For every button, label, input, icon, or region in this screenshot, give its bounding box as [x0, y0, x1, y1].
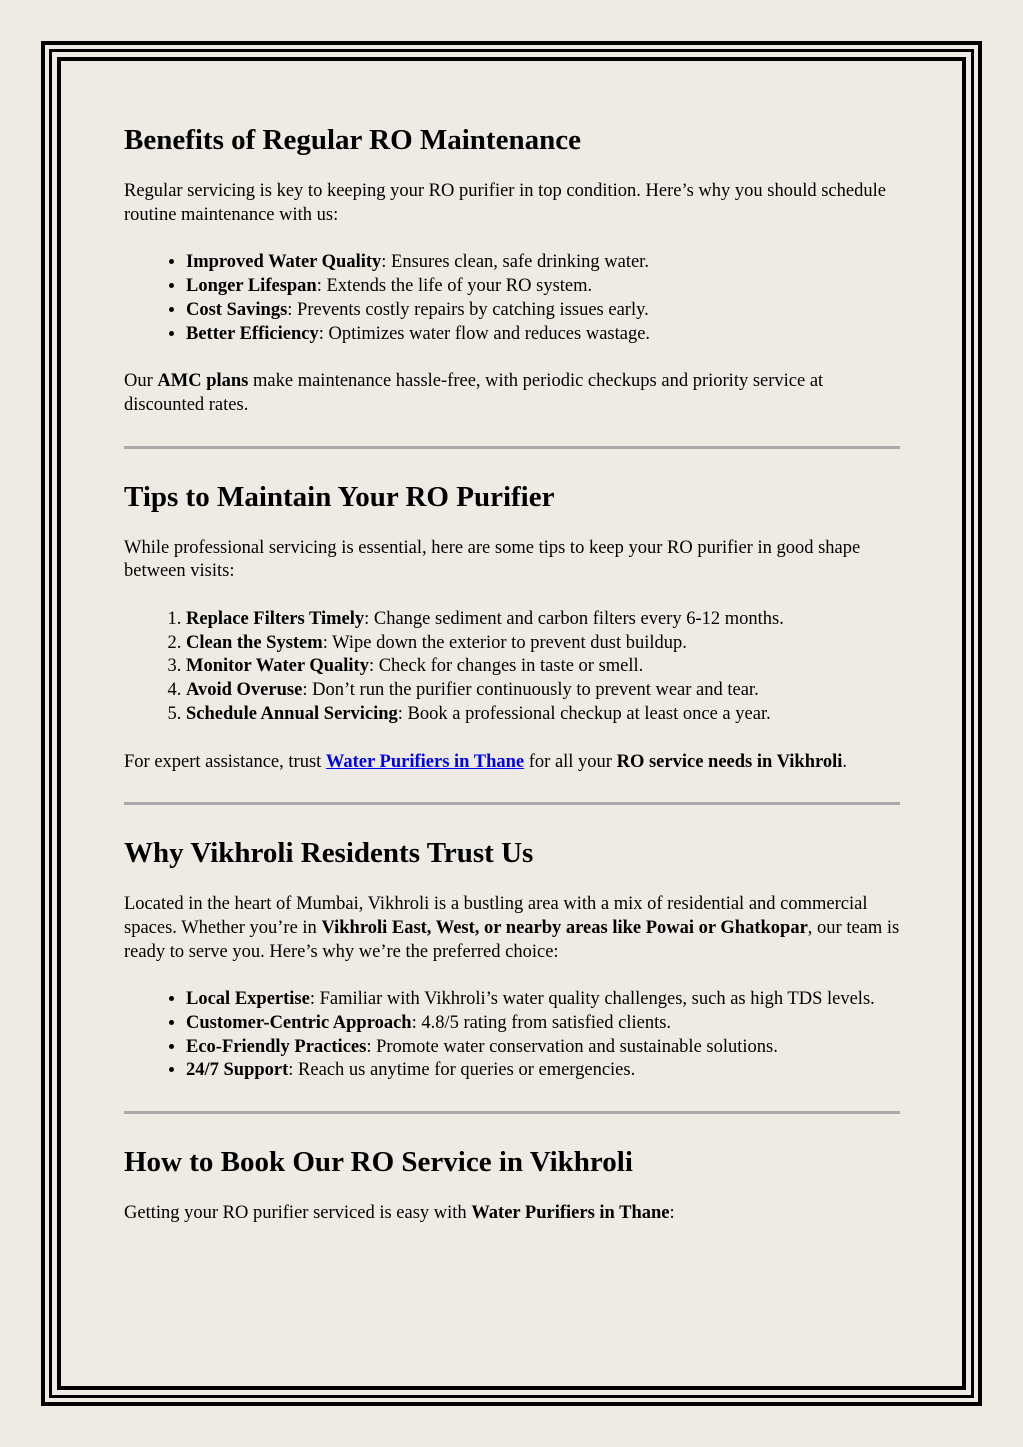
section-outro: Our AMC plans make maintenance hassle-free, with periodic checkups and priority service at discounted rates. [124, 371, 824, 415]
list-item: • Longer Lifespan: Extends the life of your RO system. [186, 275, 900, 299]
section-tips [124, 479, 900, 775]
list-item: 3. Monitor Water Quality: Check for changes in taste or smell. [186, 655, 900, 679]
list-item: • Improved Water Quality: Ensures clean, safe drinking water. [186, 251, 900, 275]
water-purifiers-link[interactable]: Water Purifiers in Thane [325, 751, 525, 772]
section-benefits [124, 122, 900, 418]
list-item: • Cost Savings: Prevents costly repairs by catching issues early. [186, 299, 900, 323]
section-intro: Regular servicing is key to keeping your RO purifier in top condition. Here’s why you should schedule routine maintenance with us: [124, 181, 886, 225]
section-outro: For expert assistance, trust Water Purifiers in Thane for all your RO service needs in Vikhroli. [124, 751, 848, 772]
section-divider [124, 1111, 900, 1114]
list-item: 5. Schedule Annual Servicing: Book a professional checkup at least once a year. [186, 703, 900, 727]
section-heading: Why Vikhroli Residents Trust Us [124, 837, 534, 870]
section-heading: How to Book Our RO Service in Vikhroli [124, 1146, 633, 1179]
list-item: • 24/7 Support: Reach us anytime for queries or emergencies. [186, 1059, 900, 1083]
section-divider [124, 446, 900, 449]
section-trust [124, 835, 900, 1083]
list-item: • Customer-Centric Approach: 4.8/5 rating from satisfied clients. [186, 1012, 900, 1036]
list-item: 4. Avoid Overuse: Don’t run the purifier continuously to prevent wear and tear. [186, 679, 900, 703]
section-booking [124, 1144, 900, 1226]
section-intro: Getting your RO purifier serviced is easy with Water Purifiers in Thane: [124, 1203, 675, 1224]
list-item: • Eco-Friendly Practices: Promote water conservation and sustainable solutions. [186, 1036, 900, 1060]
list-item: • Local Expertise: Familiar with Vikhroli’s water quality challenges, such as high TDS levels. [186, 988, 900, 1012]
benefits-list [124, 251, 900, 346]
document-body [124, 122, 900, 1250]
section-heading: Tips to Maintain Your RO Purifier [124, 480, 555, 513]
list-item: 1. Replace Filters Timely: Change sediment and carbon filters every 6-12 months. [186, 608, 900, 632]
list-item: • Better Efficiency: Optimizes water flow and reduces wastage. [186, 323, 900, 347]
section-intro: While professional servicing is essential, here are some tips to keep your RO purifier in good shape between visits: [124, 537, 861, 582]
section-divider [124, 802, 900, 805]
tips-list [124, 608, 900, 727]
list-item: 2. Clean the System: Wipe down the exterior to prevent dust buildup. [186, 632, 900, 656]
section-heading: Benefits of Regular RO Maintenance [124, 124, 581, 156]
section-intro: Located in the heart of Mumbai, Vikhroli is a bustling area with a mix of residential and commercial spaces. Whether you’re in Vikhroli East, West, or nearby areas like Powai or Ghatkopar, our team is ready to serve you. Here’s why we’re the preferred choice: [124, 894, 900, 962]
trust-list [124, 988, 900, 1083]
